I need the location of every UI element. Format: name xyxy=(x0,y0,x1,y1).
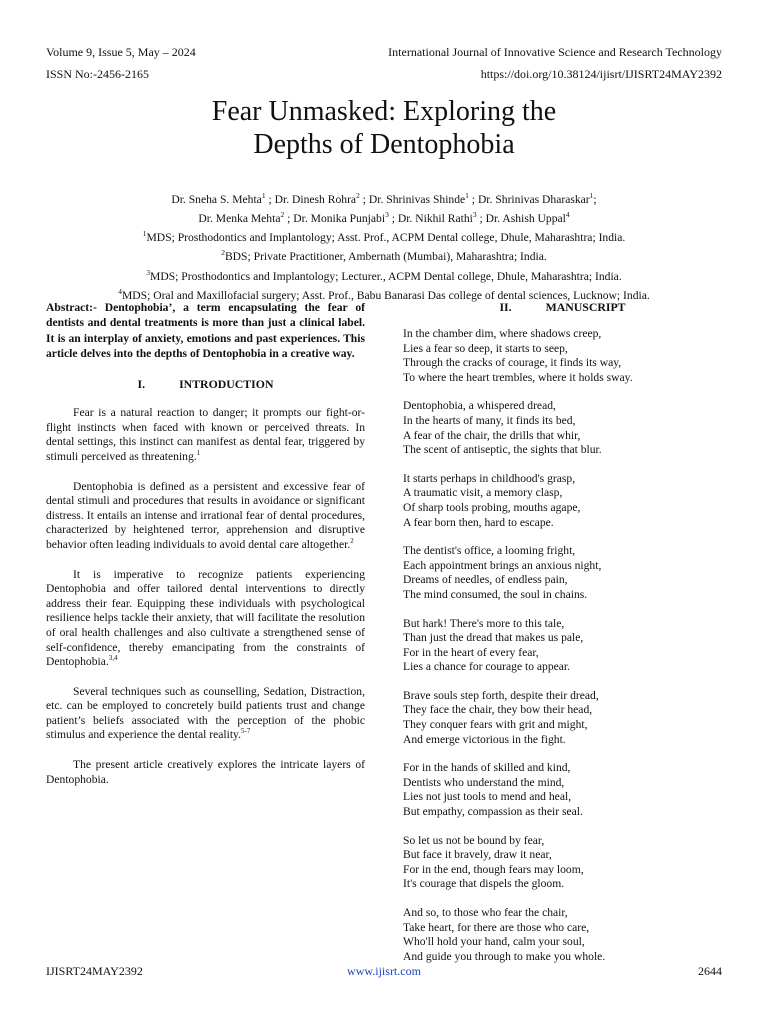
author-block xyxy=(40,188,728,303)
poem-line: Dentophobia, a whispered dread, xyxy=(403,399,556,413)
affiliation-text: MDS; Prosthodontics and Implantology; Lecturer., ACPM Dental college, Dhule, Maharashtra; India. xyxy=(150,269,622,283)
author-name: Dr. Ashish Uppal xyxy=(485,212,566,226)
poem-line: Than just the dread that makes us pale, xyxy=(403,631,584,645)
section-heading-introduction xyxy=(46,377,365,392)
title-line-2: Depths of Dentophobia xyxy=(253,129,515,160)
author-affiliation-mark: 3 xyxy=(385,210,389,220)
poem-line: And emerge victorious in the fight. xyxy=(403,732,566,746)
paragraph xyxy=(46,568,365,670)
citation-ref: 3,4 xyxy=(108,654,118,663)
poem-line: Take heart, for there are those who care, xyxy=(403,920,590,934)
footer-paper-id: IJISRT24MAY2392 xyxy=(46,964,143,978)
poem-line: So let us not be bound by fear, xyxy=(403,833,545,847)
poem-line: The scent of antiseptic, the sights that blur. xyxy=(403,443,602,457)
poem-line: Through the cracks of courage, it finds its way, xyxy=(403,356,622,370)
stanza xyxy=(403,544,722,602)
stanza xyxy=(403,761,722,819)
poem-line: And so, to those who fear the chair, xyxy=(403,906,568,919)
author-separator: ; xyxy=(359,192,369,206)
poem-line: But face it bravely, draw it near, xyxy=(403,848,552,862)
author-affiliation-mark: 1 xyxy=(261,191,266,200)
section-title: MANUSCRIPT xyxy=(545,300,626,314)
poem-line: Each appointment brings an anxious night, xyxy=(403,558,602,572)
poem-line: And guide you through to make you whole. xyxy=(403,949,606,963)
paragraph-text: Dentophobia is defined as a persistent and excessive fear of dental stimuli and procedures that results in avoidance or significant distress. It entails an intense and irrational fear of dental procedures, characterized by heightened terror, apprehension and disruptive behavior often leading individuals to avoid dental care altogether. xyxy=(46,479,365,551)
affiliation-mark: 3 xyxy=(146,267,151,277)
author-line-2 xyxy=(40,207,728,226)
section-number: II. xyxy=(499,300,512,314)
poem-line: Of sharp tools probing, mouths agape, xyxy=(403,500,581,514)
poem-line: A fear of the chair, the drills that whir, xyxy=(403,428,581,442)
author-affiliation-mark: 1 xyxy=(589,191,594,200)
affiliation-mark: 1 xyxy=(142,229,147,239)
poem-line: But hark! There's more to this tale, xyxy=(403,616,565,630)
stanza xyxy=(403,472,722,530)
poem-line: In the chamber dim, where shadows creep, xyxy=(403,327,602,340)
author-name: Dr. Menka Mehta xyxy=(198,212,281,226)
poem-line: In the hearts of many, it finds its bed, xyxy=(403,413,576,427)
paragraph xyxy=(46,406,365,464)
citation-ref: 1 xyxy=(196,449,201,458)
affiliation-mark: 4 xyxy=(118,286,122,296)
introduction-body xyxy=(46,406,365,787)
doi-link[interactable]: https://doi.org/10.38124/ijisrt/IJISRT24MAY2392 xyxy=(480,67,722,81)
poem-line: It starts perhaps in childhood's grasp, xyxy=(403,471,576,485)
affiliation-text: MDS; Oral and Maxillofacial surgery; Asst. Prof., Babu Banarasi Das college of dental sciences, Lucknow; India. xyxy=(121,288,650,302)
author-affiliation-mark: 2 xyxy=(356,191,360,200)
affiliation-mark: 2 xyxy=(221,248,225,258)
issn: ISSN No:-2456-2165 xyxy=(46,67,150,81)
footer-website-link[interactable]: www.ijisrt.com xyxy=(347,964,421,978)
paragraph-text: The present article creatively explores the intricate layers of Dentophobia. xyxy=(46,758,365,786)
affiliation-text: MDS; Prosthodontics and Implantology; Asst. Prof., ACPM Dental college, Dhule, Maharashtra; India. xyxy=(146,231,626,245)
poem-line: Dentists who understand the mind, xyxy=(403,775,565,789)
author-separator: ; xyxy=(284,212,294,226)
affiliation-text: BDS; Private Practitioner, Ambernath (Mumbai), Maharashtra; India. xyxy=(224,250,547,264)
poem-line: For in the heart of every fear, xyxy=(403,645,539,659)
affiliation xyxy=(40,226,728,245)
author-name: Dr. Shrinivas Dharaskar xyxy=(477,192,590,206)
author-separator: ; xyxy=(476,212,486,226)
stanza xyxy=(403,617,722,675)
affiliation-list xyxy=(40,226,728,303)
poem-line: Who'll hold your hand, calm your soul, xyxy=(403,935,585,949)
stanza xyxy=(403,327,722,385)
paper-title xyxy=(0,95,768,161)
left-column xyxy=(46,300,365,802)
stanza xyxy=(403,834,722,892)
poem-line: It's courage that dispels the gloom. xyxy=(403,877,565,891)
page-number: 2644 xyxy=(698,964,722,978)
poem-line: Lies a chance for courage to appear. xyxy=(403,660,571,674)
poem-line: The dentist's office, a looming fright, xyxy=(403,544,576,558)
poem-line: For in the hands of skilled and kind, xyxy=(403,761,571,775)
author-affiliation-mark: 1 xyxy=(465,191,469,200)
paragraph-text: Several techniques such as counselling, Sedation, Distraction, etc. can be employed to concretely build patients trust and change patient’s beliefs associated with the perception of the phobic stimulus and experience the dental reality. xyxy=(46,684,365,742)
poem-line: A fear born then, hard to escape. xyxy=(403,515,554,529)
paragraph-text: It is imperative to recognize patients experiencing Dentophobia and offer tailored dental interventions to directly address their fear. Equipping these individuals with psychological resilience helps tackle their anxiety, that will facilitate the resolution of oral health challenges and also cultivate a strengthened sense of self-confidence, thereby emancipating from the constraints of Dentophobia. xyxy=(46,567,365,669)
paragraph xyxy=(46,685,365,743)
poem-line: Dreams of needles, of endless pain, xyxy=(403,573,568,587)
poem-line: But empathy, compassion as their seal. xyxy=(403,805,583,819)
author-separator: ; xyxy=(468,192,478,206)
poem-line: To where the heart trembles, where it holds sway. xyxy=(403,370,633,384)
paragraph xyxy=(46,480,365,553)
author-name: Dr. Monika Punjabi xyxy=(293,212,386,226)
abstract: Abstract:- Dentophobia’, a term encapsulating the fear of dentists and dental treatments is more than just a clinical label. It is an interplay of anxiety, emotions and past experiences. This article delves into the depths of Dentophobia in a creative way. xyxy=(46,301,365,360)
citation-ref: 2 xyxy=(350,537,354,546)
section-heading-manuscript xyxy=(403,300,722,315)
paragraph-text: Fear is a natural reaction to danger; it prompts our fight-or-flight instincts when faced with known or perceived threats. In dental settings, this instinct can manifest as dental fear, triggered by stimuli perceived as threatening. xyxy=(46,406,365,463)
author-name: Dr. Shrinivas Shinde xyxy=(368,192,466,206)
author-name: Dr. Sneha S. Mehta xyxy=(171,192,262,206)
stanza xyxy=(403,689,722,747)
author-line-1 xyxy=(40,188,728,207)
author-affiliation-mark: 3 xyxy=(472,210,477,220)
author-name: Dr. Nikhil Rathi xyxy=(397,212,473,226)
author-affiliation-mark: 4 xyxy=(565,210,570,220)
poem-line: The mind consumed, the soul in chains. xyxy=(403,587,588,601)
author-name: Dr. Dinesh Rohra xyxy=(274,192,357,206)
citation-ref: 5-7 xyxy=(240,727,251,736)
author-separator: ; xyxy=(265,192,275,206)
journal-name: International Journal of Innovative Science and Research Technology xyxy=(388,45,722,59)
poem-line: Lies not just tools to mend and heal, xyxy=(403,790,572,804)
right-column xyxy=(403,300,722,978)
author-separator: ; xyxy=(388,212,398,226)
title-line-1: Fear Unmasked: Exploring the xyxy=(211,96,557,127)
poem-line: They face the chair, they bow their head, xyxy=(403,703,593,717)
poem-line: Brave souls step forth, despite their dread, xyxy=(403,688,599,702)
stanza xyxy=(403,399,722,457)
poem-line: They conquer fears with grit and might, xyxy=(403,718,588,732)
poem-line: For in the end, though fears may loom, xyxy=(403,862,584,876)
poem-body xyxy=(403,327,722,964)
stanza xyxy=(403,906,722,964)
section-number: I. xyxy=(137,377,146,392)
volume-issue: Volume 9, Issue 5, May – 2024 xyxy=(46,45,196,59)
paragraph xyxy=(46,758,365,787)
poem-line: A traumatic visit, a memory clasp, xyxy=(403,486,563,500)
affiliation xyxy=(40,265,728,284)
section-title: INTRODUCTION xyxy=(179,377,274,392)
poem-line: Lies a fear so deep, it starts to seep, xyxy=(403,341,568,355)
author-separator: ; xyxy=(593,192,597,206)
author-affiliation-mark: 2 xyxy=(280,210,285,220)
affiliation xyxy=(40,245,728,264)
